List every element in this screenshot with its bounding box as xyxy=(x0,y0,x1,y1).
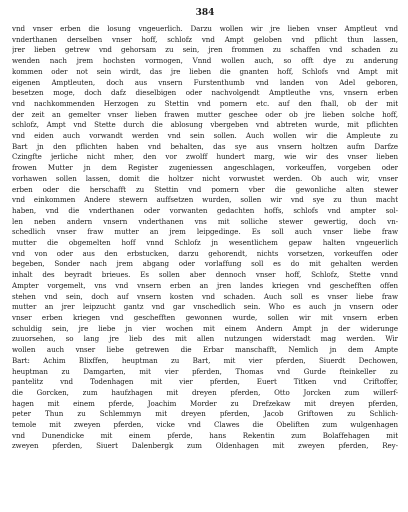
text-line: vnd einkommen Andere stewern auffsetzen wurden, sollen wir vnd sye zu thun macht xyxy=(12,195,398,205)
text-line: mutter an jrer leipzucht gantz vnd gar vnschedlich sein. Who es auch jn vnsern oder xyxy=(12,302,398,312)
text-line: jrer lieben getrew vnd gehorsam zu sein, jren frommen zu schaffen vnd schaden zu xyxy=(12,45,398,55)
text-line: zweyen pferden, Siuert Dalenbergk zum Oldenhagen mit zweyen pferden, Rey- xyxy=(12,441,398,451)
text-line: mutter die obgemelten hoff vnnd Schlofz jn wesentlichem gepaw halten vngeuerlich xyxy=(12,238,398,248)
text-line: vnd von oder aus den erbstucken, darzu gehorendt, nichts vorsetzen, vorkeuffen oder xyxy=(12,248,398,258)
text-line: pantelitz vnd Todenhagen mit vier pferden, Euert Titken vnd Criftoffer, xyxy=(12,377,398,387)
text-line: Czingfte jerliche nicht mher, den vor zwolff hundert marg, wie wir des vnser lieben xyxy=(12,152,398,162)
text-line: vnd eiden auch vorwandt werden vnd sein sollen. Auch wollen wir die Ampleute zu xyxy=(12,131,398,141)
text-line: vnd Dunendicke mit einem pferde, hans Rekentin zum Bolaffehagen mit xyxy=(12,430,398,440)
text-line: erben oder die herschafft zu Stettin vnd pomern vber die gewonliche alten stewer xyxy=(12,184,398,194)
text-line: vnd vnser erben die losung vngeuerlich. Darzu wollen wir jre lieben vnser Amptleut vnd xyxy=(12,24,398,33)
text-line: peter Thun zu Schlemmyn mit dreyen pferden, Jacob Griftowen zu Schlich- xyxy=(12,409,398,419)
text-line: kommen oder not sein wirdt, das jre lieben die gnanten hoff, Schlofs vnd Ampt mit xyxy=(12,66,398,76)
text-line: vorhawen sollen lassen, domit die holtzer nicht vorwustet werden. Ob auch wir, vnser xyxy=(12,173,398,183)
text-line: schedlich vnser fraw mutter an jrem leipgedinge. Es soll auch vnser liebe fraw xyxy=(12,227,398,237)
text-line: vnser erben kriegen vnd geschefften gewonnen wurde, sollen wir mit vnsern erben xyxy=(12,312,398,322)
body-text xyxy=(12,24,398,452)
text-line: temole mit zweyen pferden, vicke vnd Clawes die Obeliften zum wulgenhagen xyxy=(12,420,398,430)
text-line: inhalt des beyradt brieues. Es sollen aber dennoch vnser hoff, Schlofz, Stette vnnd xyxy=(12,270,398,280)
text-line: frowen Mutter jn dem Register zugeniessen angeschlagen, vorkeuffen, vorgeben oder xyxy=(12,163,398,173)
page-number: 384 xyxy=(195,8,215,18)
text-line: hagen mit einem pferde, Joachim Morder zu Drefzekaw mit dreyen pferden, xyxy=(12,398,398,408)
text-line: Bart: Achim Blixffen, heuptman zu Bart, mit vier pferden, Siuerdt Dechowen, xyxy=(12,355,398,365)
text-line: der zeit an gemelter vnser lieben frawen mutter geschee oder ob jre lieben solche hoff, xyxy=(12,109,398,119)
text-line: vnderthanen derselben vnser hoff, schlofz vnd Ampt geloben vnd pflicht thun lassen, xyxy=(12,34,398,44)
text-line: zuuorsehen, so lang jre lieb des mit allen nutzungen widerstadt mag werden. Wir xyxy=(12,334,398,344)
text-line: besetzen moge, doch dafz dieselbigen oder nachvolgendt Amptleuthe vns, vnsern erben xyxy=(12,88,398,98)
text-line: schuldig sein, jre liebe jn vier wochen mit einem Andern Ampt jn der widerunge xyxy=(12,323,398,333)
text-line: wollen auch vnser liebe getrewen die Erbar manschafft, Nemlich jn dem Ampte xyxy=(12,345,398,355)
text-line: schlofz, Ampt vnd Stette durch die ablosung vbergeben vnd abtreten wurde, mit pflichten xyxy=(12,120,398,130)
text-line: len neben andern vnsern vnderthanen vns mit solliche stewer gewertig, doch vn- xyxy=(12,216,398,226)
text-line: vnd nachkommenden Herzogen zu Stettin vnd pomern etc. auf den fhall, ob der mit xyxy=(12,98,398,108)
text-line: haben, vnd die vnderthanen oder vorwanten gedachten hoffs, schlofs vnd ampter sol- xyxy=(12,205,398,215)
text-line: Bart jn den pflichten haben vnd behalten, das sye aus vnsern holtzen aufm Darfze xyxy=(12,141,398,151)
text-line: Ampter vorgemelt, vns vnd vnsern erben an jren landes kriegen vnd geschefften offen xyxy=(12,280,398,290)
text-line: wenden nach jrem hochsten vormogen, Vnnd wollen auch, so offt dye zu anderung xyxy=(12,56,398,66)
text-line: begeben, Sonder nach jrem abgang oder vorlaffung soll es do mit gehalten werden xyxy=(12,259,398,269)
text-line: heuptman zu Damgarten, mit vier pferden, Thomas vnd Gurde fteinkeller zu xyxy=(12,366,398,376)
text-line: eigenen Amptleuten, doch aus vnsern Furstenthumb vnd landen von Adel geboren, xyxy=(12,77,398,87)
text-line: stehen vnd sein, doch auf vnsern kosten vnd schaden. Auch soll es vnser liebe fraw xyxy=(12,291,398,301)
text-line: die Gorcken, zum haufzhagen mit dreyen pferden, Otto Jorcken zum willerf- xyxy=(12,387,398,397)
